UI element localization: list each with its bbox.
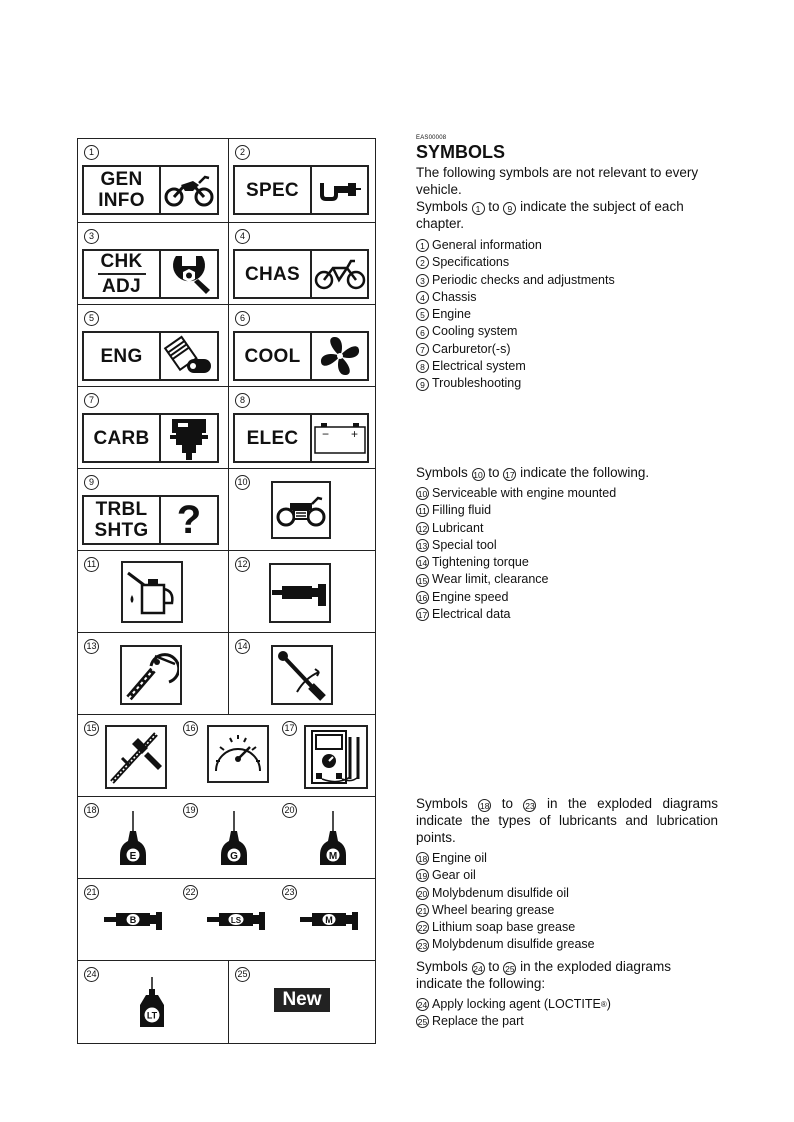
locking-agent-bottle-icon	[136, 977, 168, 1029]
list-item-label: Engine speed	[432, 589, 509, 604]
symbol-label: CHAS	[244, 263, 301, 285]
list-item	[416, 323, 615, 340]
piston-icon	[161, 333, 217, 379]
circled-number: 1	[416, 239, 429, 252]
symbol-cell-7	[78, 387, 229, 468]
symbol-number: 1	[84, 145, 99, 160]
symbol-label: INFO	[98, 190, 145, 211]
list-item	[416, 485, 616, 502]
symbol-row	[78, 961, 375, 1043]
tachometer-icon	[207, 725, 269, 783]
list-item-label: Tightening torque	[432, 555, 529, 570]
symbol-cell-5	[78, 305, 229, 386]
list-item-label: Electrical data	[432, 607, 511, 622]
circled-number: 13	[417, 541, 428, 552]
list-item	[416, 289, 615, 306]
circled-number: 21	[417, 906, 428, 917]
circled-number: 19	[417, 871, 428, 882]
symbol-cell-1	[78, 139, 229, 222]
circled-number: 24	[473, 964, 483, 974]
list-item-label: Lithium soap base grease	[432, 920, 576, 935]
heading-text: indicate the following.	[520, 465, 650, 480]
group2-heading	[416, 464, 718, 481]
trbl-shtg-symbol	[82, 495, 219, 545]
circled-number: 1	[472, 202, 485, 215]
list-item-label: Engine oil	[432, 851, 487, 865]
symbol-label: SPEC	[246, 179, 299, 201]
symbol-label: CARB	[93, 427, 150, 449]
list-item	[416, 850, 595, 867]
list-item	[416, 520, 616, 537]
lubricant-gun-icon	[269, 563, 331, 623]
circled-number: 8	[416, 360, 429, 373]
circled-number: 17	[505, 470, 515, 480]
battery-minus-sign: −	[321, 427, 329, 441]
symbol-number: 24	[84, 967, 99, 982]
circled-number: 9	[503, 202, 516, 215]
symbol-number: 18	[84, 803, 99, 818]
list-item	[416, 502, 616, 519]
new-part-icon: New	[274, 988, 330, 1012]
fan-icon	[312, 333, 367, 379]
grease-letter: M	[325, 915, 333, 925]
oil-can-icon	[121, 561, 183, 623]
grease-letter: B	[129, 915, 137, 925]
gen-info-symbol	[82, 165, 219, 215]
chas-symbol	[233, 249, 369, 299]
special-tool-icon	[120, 645, 182, 705]
list-item-label: Apply locking agent (LOCTITE	[432, 997, 601, 1011]
symbol-row	[78, 879, 375, 961]
list-item-label: Cooling system	[432, 324, 518, 339]
heading-text: Symbols	[416, 959, 468, 974]
symbol-row	[78, 633, 375, 715]
circled-number: 11	[416, 504, 429, 517]
heading-text: to	[488, 959, 500, 974]
list-item	[416, 237, 615, 254]
symbol-label: TRBL	[95, 499, 148, 520]
symbol-label: GEN	[100, 169, 143, 190]
circled-number: 16	[417, 592, 428, 603]
list-item-label: Engine	[432, 307, 471, 322]
list-item-label: Filling fluid	[432, 503, 492, 518]
list-item-label: Lubricant	[432, 520, 484, 535]
list-item-label: Special tool	[432, 537, 497, 552]
circled-number: 7	[416, 343, 429, 356]
circled-number: 9	[416, 378, 429, 391]
group4-heading	[416, 958, 718, 992]
grease-letter: LS	[230, 916, 242, 925]
symbol-cell-16	[177, 715, 276, 796]
symbol-number: 23	[282, 885, 297, 900]
circled-number: 14	[417, 558, 428, 569]
symbol-row	[78, 551, 375, 633]
oiler-letter: M	[328, 851, 338, 862]
heading-text: to	[488, 199, 500, 214]
list-item-label: Specifications	[432, 255, 510, 270]
list-item	[416, 254, 615, 271]
list-item	[416, 885, 595, 902]
circled-number: 25	[417, 1017, 428, 1028]
symbol-number: 14	[235, 639, 250, 654]
grease-gun-icon	[300, 909, 360, 931]
page-title: SYMBOLS	[416, 142, 506, 162]
symbol-cell-18	[78, 797, 177, 878]
symbol-cell-21	[78, 879, 177, 960]
symbol-number: 17	[282, 721, 297, 736]
list-item	[416, 358, 615, 375]
indicator-list	[416, 485, 616, 623]
battery-icon	[312, 415, 367, 461]
symbol-cell-14	[229, 633, 375, 714]
symbol-row	[78, 797, 375, 879]
circled-number: 10	[473, 470, 483, 480]
symbol-cell-22	[177, 879, 276, 960]
multimeter-icon	[304, 725, 368, 789]
heading-text: to	[488, 465, 500, 480]
circled-number: 25	[505, 964, 515, 974]
list-item-label: Wear limit, clearance	[432, 572, 549, 587]
list-item	[416, 589, 616, 606]
oiler-icon	[219, 811, 249, 867]
circled-number: 10	[417, 489, 428, 500]
symbol-cell-12	[229, 551, 375, 632]
motorcycle-engine-mounted-icon	[271, 481, 331, 539]
symbol-number: 3	[84, 229, 99, 244]
elec-symbol	[233, 413, 369, 463]
symbol-number: 22	[183, 885, 198, 900]
symbol-number: 2	[235, 145, 250, 160]
bottle-letter: LT	[146, 1010, 158, 1021]
circled-number: 4	[416, 291, 429, 304]
carburetor-icon	[161, 415, 217, 461]
heading-text: in the exploded diagrams indicate the following:	[416, 959, 671, 991]
list-item	[416, 867, 595, 884]
symbol-cell-23	[276, 879, 375, 960]
list-item-label: Gear oil	[432, 868, 476, 883]
circled-number: 23	[525, 801, 535, 811]
heading-text: Symbols	[416, 796, 468, 811]
symbol-number: 5	[84, 311, 99, 326]
list-item	[416, 375, 615, 392]
question-mark: ?	[176, 498, 202, 542]
symbol-cell-8	[229, 387, 375, 468]
symbol-cell-9	[78, 469, 229, 550]
symbol-number: 12	[235, 557, 250, 572]
symbol-number: 9	[84, 475, 99, 490]
carb-symbol	[82, 413, 219, 463]
heading-text: Symbols	[416, 465, 468, 480]
circled-number: 3	[416, 274, 429, 287]
symbol-cell-25	[229, 961, 375, 1043]
list-item-label: Electrical system	[432, 359, 526, 374]
motorcycle-icon	[161, 167, 217, 213]
eng-symbol	[82, 331, 219, 381]
symbol-row	[78, 469, 375, 551]
cool-symbol	[233, 331, 369, 381]
chk-adj-symbol	[82, 249, 219, 299]
caliper-tool-icon	[312, 167, 367, 213]
symbol-cell-6	[229, 305, 375, 386]
symbol-label: ADJ	[102, 276, 141, 297]
list-item	[416, 996, 611, 1013]
list-item-label: Periodic checks and adjustments	[432, 272, 615, 287]
symbol-number: 16	[183, 721, 198, 736]
symbols-table	[77, 138, 376, 1044]
symbol-number: 10	[235, 475, 250, 490]
circled-number: 24	[417, 1000, 428, 1011]
symbol-cell-19	[177, 797, 276, 878]
list-item	[416, 902, 595, 919]
symbol-label: SHTG	[94, 520, 149, 541]
symbol-number: 19	[183, 803, 198, 818]
circled-number: 6	[416, 326, 429, 339]
battery-plus-sign: +	[350, 427, 358, 441]
symbol-number: 21	[84, 885, 99, 900]
list-item-label: Troubleshooting	[432, 376, 522, 391]
registered-mark: ®	[600, 1000, 607, 1009]
circled-number: 18	[417, 854, 428, 865]
grease-gun-icon	[104, 909, 164, 931]
question-icon	[161, 497, 217, 543]
oiler-icon	[318, 811, 348, 867]
circled-number: 2	[416, 256, 429, 269]
symbol-number: 20	[282, 803, 297, 818]
oiler-icon	[118, 811, 148, 867]
list-item-tail: )	[606, 997, 611, 1011]
wrench-nut-icon	[161, 251, 217, 297]
list-item-label: Wheel bearing grease	[432, 902, 555, 917]
symbol-row	[78, 305, 375, 387]
symbol-number: 7	[84, 393, 99, 408]
heading-text: to	[501, 796, 513, 811]
circled-number: 5	[416, 308, 429, 321]
symbol-cell-20	[276, 797, 375, 878]
list-item	[416, 306, 615, 323]
symbol-cell-3	[78, 223, 229, 304]
chassis-frame-icon	[312, 251, 367, 297]
list-item	[416, 919, 595, 936]
circled-number: 18	[480, 801, 490, 811]
symbol-cell-2	[229, 139, 375, 222]
circled-number: 23	[417, 940, 428, 951]
grease-gun-icon	[207, 909, 267, 931]
list-item-label: General information	[432, 238, 542, 252]
symbol-row	[78, 139, 375, 223]
list-item-label: Molybdenum disulfide grease	[432, 937, 595, 952]
misc-list	[416, 996, 611, 1031]
symbol-row	[78, 223, 375, 305]
symbol-cell-10	[229, 469, 375, 550]
vernier-caliper-icon	[105, 725, 167, 789]
list-item	[416, 1013, 611, 1030]
symbol-cell-11	[78, 551, 229, 632]
symbol-cell-13	[78, 633, 229, 714]
heading-text: in the exploded diagrams indicate the types of lubricants and lubrication points.	[416, 796, 718, 845]
symbol-cell-4	[229, 223, 375, 304]
symbol-number: 11	[84, 557, 99, 572]
circled-number: 20	[417, 888, 428, 899]
list-item	[416, 936, 595, 953]
heading-text: indicate the subject of each chapter.	[416, 199, 684, 231]
list-item-label: Serviceable with engine mounted	[432, 486, 617, 500]
group1-heading	[416, 198, 718, 232]
symbol-number: 15	[84, 721, 99, 736]
group3-heading	[416, 795, 718, 846]
spec-symbol	[233, 165, 369, 215]
intro-text: The following symbols are not relevant to every vehicle.	[416, 165, 699, 197]
list-item-label: Molybdenum disulfide oil	[432, 885, 569, 900]
oiler-letter: E	[129, 851, 137, 862]
symbol-cell-17	[276, 715, 375, 796]
symbol-number: 13	[84, 639, 99, 654]
list-item-label: Carburetor(-s)	[432, 341, 511, 356]
heading-text: Symbols	[416, 199, 468, 214]
list-item	[416, 606, 616, 623]
list-item	[416, 571, 616, 588]
symbol-number: 4	[235, 229, 250, 244]
symbol-label: ENG	[100, 345, 143, 367]
symbol-label: CHK	[100, 251, 143, 272]
torque-wrench-icon	[271, 645, 333, 705]
symbol-row	[78, 715, 375, 797]
symbol-cell-15	[78, 715, 177, 796]
oiler-letter: G	[230, 851, 238, 862]
circled-number: 15	[417, 575, 428, 586]
symbol-number: 25	[235, 967, 250, 982]
list-item-label: Replace the part	[432, 1014, 524, 1029]
list-item	[416, 341, 615, 358]
symbol-label: COOL	[244, 345, 301, 367]
circled-number: 22	[417, 923, 428, 934]
lubricant-list	[416, 850, 595, 954]
list-item-label: Chassis	[432, 289, 477, 304]
symbol-number: 8	[235, 393, 250, 408]
subject-list	[416, 237, 615, 393]
list-item	[416, 272, 615, 289]
circled-number: 12	[417, 523, 428, 534]
list-item	[416, 554, 616, 571]
symbol-number: 6	[235, 311, 250, 326]
page-code: EAS00008	[416, 135, 447, 141]
list-item	[416, 537, 616, 554]
circled-number: 17	[417, 610, 428, 621]
symbol-label: ELEC	[246, 427, 299, 449]
symbol-cell-24	[78, 961, 229, 1043]
symbol-row	[78, 387, 375, 469]
